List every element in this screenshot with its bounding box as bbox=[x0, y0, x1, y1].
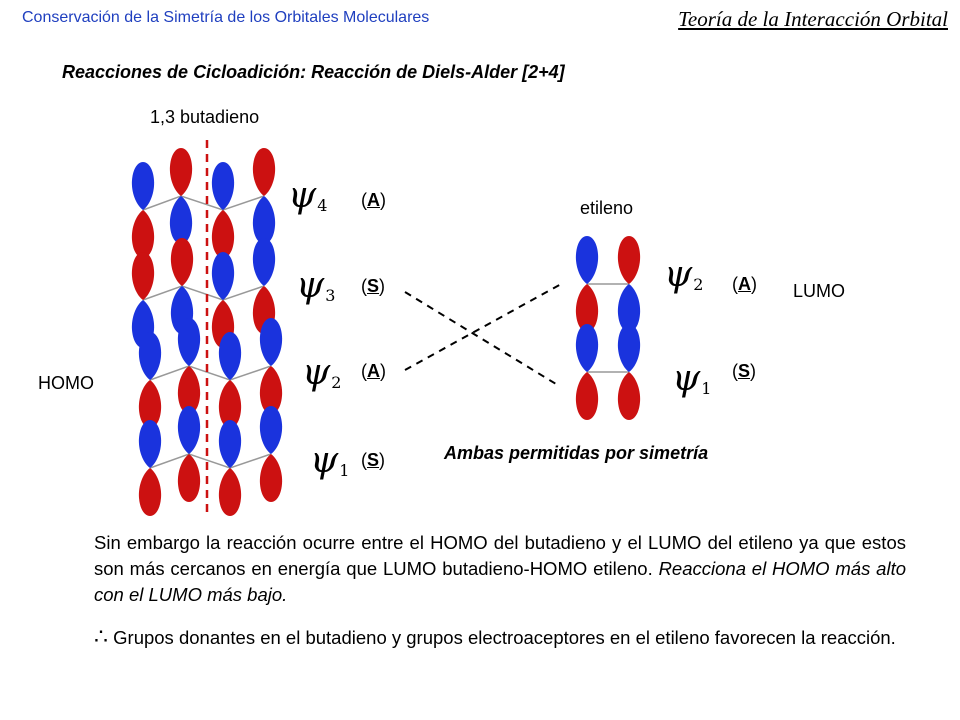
butadiene-psi3-symmetry: (S) bbox=[361, 276, 386, 296]
butadiene-psi3-c3-upper-lobe bbox=[212, 252, 234, 300]
butadiene-psi4-c1-lower-lobe bbox=[132, 210, 154, 258]
ethylene-psi1-label: $\psi_1$ bbox=[672, 358, 712, 399]
ethylene-psi1-c1-lower-lobe bbox=[576, 372, 598, 420]
interaction-line-psi3-psi1 bbox=[405, 292, 556, 384]
butadiene-psi4-c4-upper-lobe bbox=[253, 148, 275, 196]
therefore-symbol: ∴ bbox=[94, 624, 108, 649]
consequence-paragraph bbox=[94, 624, 906, 651]
slide-subtitle: Reacciones de Cicloadición: Reacción de Diels-Alder [2+4] bbox=[62, 62, 565, 82]
butadiene-psi2-c2-upper-lobe bbox=[178, 318, 200, 366]
lumo-label: LUMO bbox=[793, 281, 846, 301]
ethylene-label: etileno bbox=[580, 198, 634, 218]
ethylene-orbitals bbox=[576, 236, 640, 420]
ethylene-psi1-c1-upper-lobe bbox=[576, 324, 598, 372]
header-course-title: Conservación de la Simetría de los Orbitales Moleculares bbox=[22, 9, 430, 26]
ethylene-psi2-c1-upper-lobe bbox=[576, 236, 598, 284]
butadiene-psi1-c3-lower-lobe bbox=[219, 468, 241, 516]
explanation-conclusion: Reacciona el HOMO más alto con el LUMO más bajo. bbox=[94, 558, 907, 605]
butadiene-psi1-c4-lower-lobe bbox=[260, 454, 282, 502]
butadiene-psi3-bonds bbox=[143, 286, 264, 300]
butadiene-psi4-c2-upper-lobe bbox=[170, 148, 192, 196]
butadiene-psi3-label: $\psi_3$ bbox=[296, 265, 336, 306]
butadiene-psi3-c1-upper-lobe bbox=[132, 252, 154, 300]
ethylene-psi2-symmetry: (A) bbox=[732, 274, 757, 294]
butadiene-psi1-symmetry: (S) bbox=[361, 450, 386, 470]
butadiene-psi2-bonds bbox=[150, 366, 271, 380]
butadiene-psi4-bonds bbox=[143, 196, 264, 210]
butadiene-psi2-symmetry: (A) bbox=[361, 361, 386, 381]
butadiene-psi2-label: $\psi_2$ bbox=[302, 352, 342, 393]
butadiene-psi2-c1-upper-lobe bbox=[139, 332, 161, 380]
butadiene-psi4-label: $\psi_4$ bbox=[288, 175, 328, 216]
ethylene-psi1-c2-upper-lobe bbox=[618, 324, 640, 372]
homo-label: HOMO bbox=[38, 373, 94, 393]
butadiene-psi1-c3-upper-lobe bbox=[219, 420, 241, 468]
explanation-text: Sin embargo la reacción ocurre entre el HOMO del butadieno y el LUMO del etileno ya que estos son más cercanos en energía que LUMO butadieno-HOMO etileno. bbox=[94, 532, 906, 579]
butadiene-psi4-c2-lower-lobe bbox=[170, 196, 192, 244]
butadiene-psi3-c2-upper-lobe bbox=[171, 238, 193, 286]
butadiene-psi1-c2-lower-lobe bbox=[178, 454, 200, 502]
header-section-title: Teoría de la Interacción Orbital bbox=[678, 7, 948, 31]
butadiene-label: 1,3 butadieno bbox=[150, 107, 260, 127]
butadiene-psi1-c2-upper-lobe bbox=[178, 406, 200, 454]
butadiene-psi3-c4-upper-lobe bbox=[253, 238, 275, 286]
explanation-paragraph bbox=[94, 530, 906, 608]
butadiene-psi4-c1-upper-lobe bbox=[132, 162, 154, 210]
butadiene-psi1-c4-upper-lobe bbox=[260, 406, 282, 454]
ethylene-psi1-c2-lower-lobe bbox=[618, 372, 640, 420]
butadiene-psi4-symmetry: (A) bbox=[361, 190, 386, 210]
butadiene-psi1-c1-lower-lobe bbox=[139, 468, 161, 516]
butadiene-psi1-c1-upper-lobe bbox=[139, 420, 161, 468]
ethylene-psi2-label: $\psi_2$ bbox=[664, 254, 704, 295]
butadiene-psi4-c3-lower-lobe bbox=[212, 210, 234, 258]
interaction-line-psi2-psi2 bbox=[405, 283, 563, 370]
butadiene-psi2-c4-upper-lobe bbox=[260, 318, 282, 366]
ethylene-psi1-symmetry: (S) bbox=[732, 361, 757, 381]
consequence-text: Grupos donantes en el butadieno y grupos electroaceptores en el etileno favorecen la reacción. bbox=[113, 627, 896, 648]
butadiene-psi1-label: $\psi_1$ bbox=[310, 440, 350, 481]
butadiene-psi1-bonds bbox=[150, 454, 271, 468]
symmetry-allowed-note: Ambas permitidas por simetría bbox=[444, 443, 709, 463]
butadiene-psi4-c3-upper-lobe bbox=[212, 162, 234, 210]
butadiene-psi2-c3-upper-lobe bbox=[219, 332, 241, 380]
ethylene-psi2-c2-upper-lobe bbox=[618, 236, 640, 284]
butadiene-psi4-c4-lower-lobe bbox=[253, 196, 275, 244]
